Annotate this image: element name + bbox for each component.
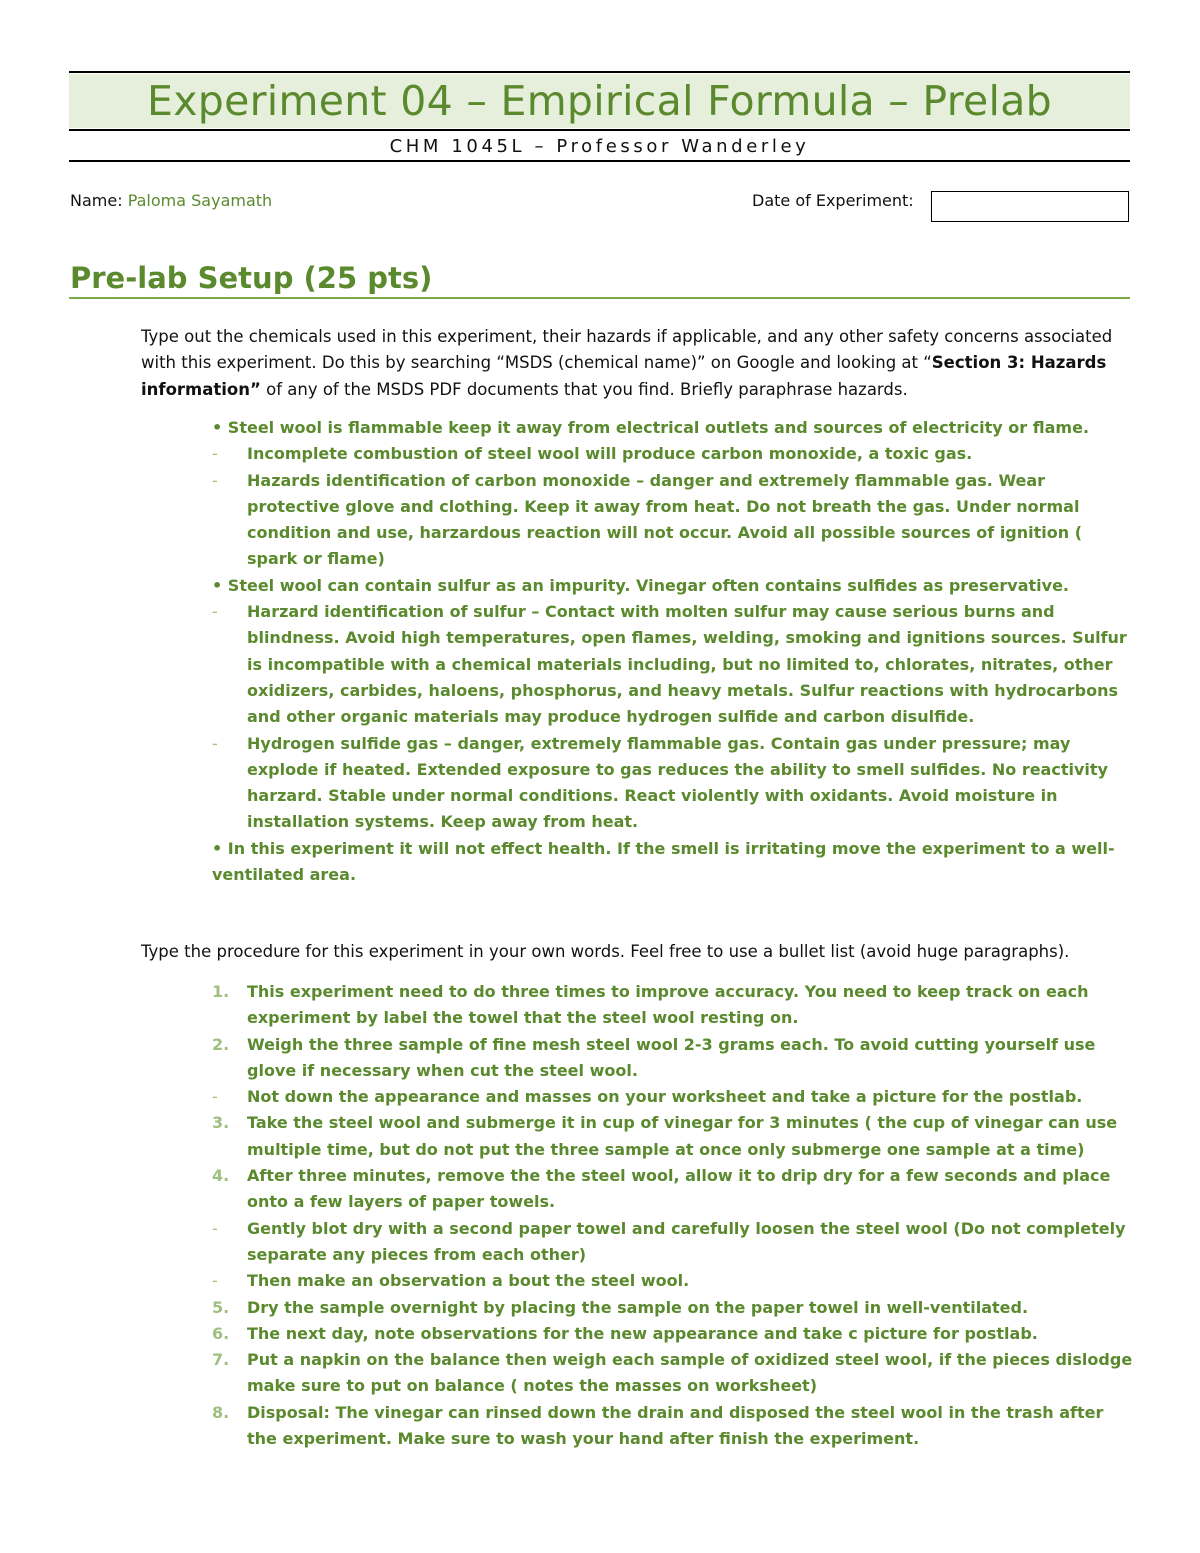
list-item: 5. Dry the sample overnight by placing the sample on the paper towel in well-ventilated. — [212, 1297, 1029, 1317]
course-subtitle: CHM 1045L – Professor Wanderley — [389, 136, 810, 157]
title-bottom-rule — [69, 129, 1130, 131]
date-of-experiment-field[interactable] — [931, 191, 1129, 222]
list-item: • Steel wool is flammable keep it away from electrical outlets and sources of electricity or flame. — [212, 418, 1090, 437]
list-item: - Then make an observation a bout the steel wool. — [212, 1271, 690, 1291]
list-item: - Incomplete combustion of steel wool will produce carbon monoxide, a toxic gas. — [212, 444, 973, 464]
list-item: 2. Weigh the three sample of fine mesh steel wool 2-3 grams each. To avoid cutting yourself use glove if necessary when cut the steel wool. — [212, 1034, 1096, 1080]
document-title: Experiment 04 – Empirical Formula – Prelab — [69, 74, 1130, 128]
procedure-instructions: Type the procedure for this experiment in your own words. Feel free to use a bullet list (avoid huge paragraphs). — [141, 942, 1070, 961]
section-heading: Pre-lab Setup (25 pts) — [70, 261, 433, 295]
procedure-answer[interactable] — [212, 979, 1137, 1452]
list-item: 7. Put a napkin on the balance then weigh each sample of oxidized steel wool, if the pieces dislodge make sure to put on balance ( notes the masses on worksheet) — [212, 1350, 1133, 1396]
subtitle-rule — [69, 160, 1130, 162]
list-item: - Hazards identification of carbon monoxide – danger and extremely flammable gas. Wear protective glove and clothing. Keep it away from heat. Do not breath the gas. Under normal condition and use, harzardous reaction will not occur. Avoid all possible sources of ignition ( spark or flame) — [212, 470, 1083, 569]
list-item: 3. Take the steel wool and submerge it in cup of vinegar for 3 minutes ( the cup of vinegar can use multiple time, but do not put the three sample at once only submerge one sample at a time) — [212, 1113, 1118, 1159]
hazards-answer[interactable] — [212, 415, 1137, 888]
list-item: 4. After three minutes, remove the the steel wool, allow it to drip dry for a few seconds and place onto a few layers of paper towels. — [212, 1166, 1111, 1212]
header-top-rule — [69, 71, 1130, 73]
list-item: - Not down the appearance and masses on your worksheet and take a picture for the postlab. — [212, 1087, 1083, 1107]
list-item: - Gently blot dry with a second paper towel and carefully loosen the steel wool (Do not completely separate any pieces from each other) — [212, 1218, 1126, 1264]
list-item: • In this experiment it will not effect health. If the smell is irritating move the experiment to a well-ventilated area. — [212, 838, 1115, 885]
list-item: 1. This experiment need to do three times to improve accuracy. You need to keep track on each experiment by label the towel that the steel wool resting on. — [212, 982, 1089, 1028]
name-label: Name: — [70, 191, 128, 210]
date-label: Date of Experiment: — [752, 191, 914, 210]
list-item: 6. The next day, note observations for the new appearance and take c picture for postlab. — [212, 1323, 1038, 1343]
hazards-instructions: Type out the chemicals used in this experiment, their hazards if applicable, and any other safety concerns associated with this experiment. Do this by searching “MSDS (chemical name)” on Google and looking at “Section 3: Hazards information” of any of the MSDS PDF documents that you find. Briefly paraphrase hazards. — [141, 327, 1113, 399]
section-rule — [69, 297, 1130, 299]
list-item: - Harzard identification of sulfur – Contact with molten sulfur may cause serious burns and blindness. Avoid high temperatures, open flames, welding, smoking and ignitions sources. Sulfur is incompatible with a chemical materials including, but no limited to, chlorates, nitrates, other oxidizers, carbides, haloens, phosphorus, and heavy metals. Sulfur reactions with hydrocarbons and other organic materials may produce hydrogen sulfide and carbon disulfide. — [212, 602, 1127, 727]
list-item: - Hydrogen sulfide gas – danger, extremely flammable gas. Contain gas under pressure; may explode if heated. Extended exposure to gas reduces the ability to smell sulfides. No reactivity harzard. Stable under normal conditions. React violently with oxidants. Avoid moisture in installation systems. Keep away from heat. — [212, 733, 1108, 832]
name-value[interactable]: Paloma Sayamath — [127, 191, 273, 210]
name-row — [70, 191, 272, 211]
list-item: 8. Disposal: The vinegar can rinsed down the drain and disposed the steel wool in the trash after the experiment. Make sure to wash your hand after finish the experiment. — [212, 1402, 1104, 1449]
list-item: • Steel wool can contain sulfur as an impurity. Vinegar often contains sulfides as preservative. — [212, 575, 1069, 595]
